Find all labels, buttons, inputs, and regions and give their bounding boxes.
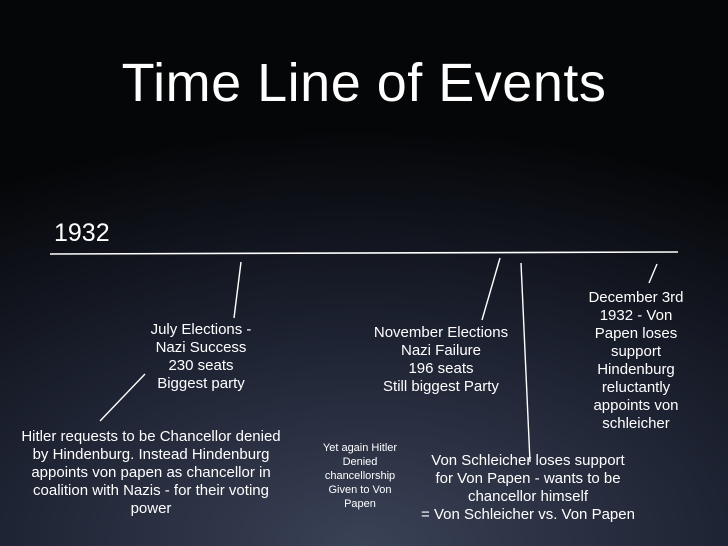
slide-title: Time Line of Events xyxy=(121,53,607,113)
event-line: Nazi Success xyxy=(155,339,247,356)
event-november-elections xyxy=(360,324,522,396)
connector-schleicher xyxy=(521,263,530,462)
event-line: for Von Papen - wants to be xyxy=(435,470,621,487)
event-line: December 3rd xyxy=(588,289,684,306)
event-hitler-denied xyxy=(310,441,410,511)
event-line: Yet again Hitler xyxy=(322,442,398,454)
event-line: 196 seats xyxy=(408,360,474,377)
event-line: Given to Von xyxy=(328,484,392,496)
event-line: by Hindenburg. Instead Hindenburg xyxy=(32,446,270,463)
event-line: Nazi Failure xyxy=(400,342,482,359)
event-july-elections xyxy=(139,321,263,393)
event-line: July Elections - xyxy=(150,321,252,338)
event-line: 230 seats xyxy=(168,357,234,374)
event-line: Papen xyxy=(344,498,376,510)
event-line: Denied xyxy=(342,456,378,468)
event-line: schleicher xyxy=(602,415,670,432)
event-line: Papen loses xyxy=(594,325,678,342)
event-line: Biggest party xyxy=(157,375,245,392)
event-line: coalition with Nazis - for their voting xyxy=(33,482,269,499)
event-line: Still biggest Party xyxy=(383,378,499,395)
event-line: Hitler requests to be Chancellor denied xyxy=(21,428,281,445)
timeline-year-label: 1932 xyxy=(54,219,110,247)
event-schleicher-vs-papen xyxy=(396,452,660,524)
connector-november xyxy=(482,258,500,320)
event-line: = Von Schleicher vs. Von Papen xyxy=(421,506,635,523)
event-line: support xyxy=(610,343,662,360)
event-december xyxy=(577,289,695,433)
event-line: chancellorship xyxy=(324,470,396,482)
event-line: November Elections xyxy=(373,324,509,341)
event-line: Hindenburg xyxy=(597,361,675,378)
event-line: reluctantly xyxy=(601,379,671,396)
event-line: appoints von papen as chancellor in xyxy=(31,464,271,481)
event-line: power xyxy=(130,500,172,517)
event-hitler-request xyxy=(2,428,300,518)
event-line: chancellor himself xyxy=(467,488,589,505)
event-line: appoints von xyxy=(593,397,679,414)
event-line: 1932 - Von xyxy=(599,307,673,324)
event-line: Von Schleicher loses support xyxy=(431,452,625,469)
timeline-axis xyxy=(50,252,678,254)
connector-july xyxy=(234,262,241,318)
connector-december xyxy=(649,264,657,283)
